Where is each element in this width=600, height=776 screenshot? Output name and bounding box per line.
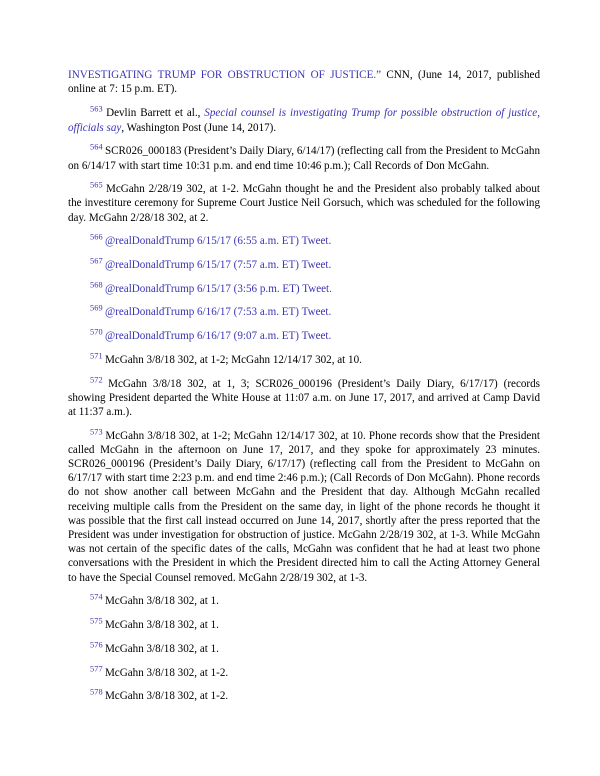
footnote-number[interactable]: 564 xyxy=(90,142,103,152)
article-title-link[interactable]: Special counsel is investigating Trump for possible obstruction of justice, officials say xyxy=(68,107,540,134)
footnote-number[interactable]: 567 xyxy=(90,256,103,266)
footnote-continuation-text: CNN, (June 14, 2017, published online at 7: 15 p.m. ET). xyxy=(68,69,540,96)
footnote-number[interactable]: 571 xyxy=(90,351,103,361)
footnote-text: SCR026_000183 (President’s Daily Diary, 6/14/17) (reflecting call from the President to McGahn on 6/14/17 with start time 10:31 p.m. and end time 10:46 p.m.); Call Records of Don McGahn. xyxy=(68,145,540,172)
footnote-number[interactable]: 572 xyxy=(90,374,103,384)
footnote-text: McGahn 3/8/18 302, at 1-2; McGahn 12/14/17 302, at 10. xyxy=(104,353,362,366)
footnote-number[interactable]: 574 xyxy=(90,592,103,602)
footnote-564 xyxy=(68,144,540,172)
tweet-reference-link[interactable]: @realDonaldTrump 6/16/17 (7:53 a.m. ET) Tweet. xyxy=(104,306,332,319)
footnote-565 xyxy=(68,182,540,225)
article-title-link[interactable]: INVESTIGATING TRUMP FOR OBSTRUCTION OF JUSTICE.” xyxy=(68,69,382,81)
footnote-573 xyxy=(68,426,540,585)
footnote-text: McGahn 2/28/19 302, at 1-2. McGahn thought he and the President also probably talked about the investiture ceremony for Supreme Court Justice Neil Gorsuch, which was scheduled for the following day. McGahn 2/28/18 302, at 2. xyxy=(68,183,540,224)
footnote-number[interactable]: 569 xyxy=(90,303,103,313)
footnote-text-after: , Washington Post (June 14, 2017). xyxy=(121,121,277,134)
footnote-572 xyxy=(68,374,540,420)
footnote-text: McGahn 3/8/18 302, at 1-2; McGahn 12/14/17 302, at 10. Phone records show that the President called McGahn in the afternoon on June 17, 2017, and they spoke for approximately 23 minutes. SCR026_000196 (President’s Daily Diary, 6/17/17) (reflecting call from the President to McGahn on 6/17/17 with start time 2:23 p.m. and end time 2:46 p.m.); (Call Records of Don McGahn). Phone records do not show another call between McGahn and the President that day. Although McGahn recalled receiving multiple calls from the President on the same day, in light of the phone records he thought it was possible that the first call instead occurred on June 14, 2017, shortly after the press reported that the President was under investigation for obstruction of justice. McGahn 2/28/19 302, at 1-3. While McGahn was not certain of the specific dates of the calls, McGahn was confident that he had at least two phone conversations with the President in which the President directed him to call the Acting Attorney General to have the Special Counsel removed. McGahn 2/28/19 302, at 1-3. xyxy=(68,429,540,584)
footnote-number[interactable]: 566 xyxy=(90,232,103,242)
footnote-number[interactable]: 573 xyxy=(90,426,103,436)
footnotes-container xyxy=(68,68,540,703)
tweet-reference-link[interactable]: @realDonaldTrump 6/16/17 (9:07 a.m. ET) Tweet. xyxy=(104,330,332,343)
footnote-text: McGahn 3/8/18 302, at 1, 3; SCR026_000196 (President’s Daily Diary, 6/17/17) (records showing President departed the White House at 11:07 a.m. on June 17, 2017, and arrived at Camp David at 11:37 a.m.). xyxy=(68,377,540,418)
tweet-reference-link[interactable]: @realDonaldTrump 6/15/17 (7:57 a.m. ET) Tweet. xyxy=(104,259,332,272)
tweet-reference-link[interactable]: @realDonaldTrump 6/15/17 (6:55 a.m. ET) Tweet. xyxy=(104,235,332,248)
footnote-567 xyxy=(68,258,540,272)
footnote-text-before: Devlin Barrett et al., xyxy=(106,107,205,120)
footnote-570 xyxy=(68,329,540,343)
footnote-569 xyxy=(68,305,540,319)
footnote-number[interactable]: 578 xyxy=(90,687,103,697)
footnote-578 xyxy=(68,689,540,703)
footnote-577 xyxy=(68,663,540,680)
footnote-number[interactable]: 570 xyxy=(90,327,103,337)
footnote-number[interactable]: 568 xyxy=(90,280,103,290)
footnote-571 xyxy=(68,353,540,367)
footnote-563 xyxy=(68,106,540,134)
footnote-number[interactable]: 575 xyxy=(90,616,103,626)
tweet-reference-link[interactable]: @realDonaldTrump 6/15/17 (3:56 p.m. ET) Tweet. xyxy=(104,282,332,295)
footnote-continuation xyxy=(68,68,540,96)
footnote-number[interactable]: 563 xyxy=(90,104,103,114)
footnote-568 xyxy=(68,282,540,296)
footnote-574 xyxy=(68,594,540,608)
footnote-text: McGahn 3/8/18 302, at 1. xyxy=(104,619,219,632)
footnote-text: McGahn 3/8/18 302, at 1-2. xyxy=(104,690,229,703)
footnote-566 xyxy=(68,234,540,248)
footnote-text: McGahn 3/8/18 302, at 1-2. xyxy=(104,666,229,679)
footnote-number[interactable]: 577 xyxy=(90,663,103,673)
footnote-text: McGahn 3/8/18 302, at 1. xyxy=(104,642,219,655)
footnote-575 xyxy=(68,618,540,632)
footnote-number[interactable]: 576 xyxy=(90,640,103,650)
footnote-text: McGahn 3/8/18 302, at 1. xyxy=(104,595,219,608)
footnote-number[interactable]: 565 xyxy=(90,180,103,190)
footnote-576 xyxy=(68,642,540,656)
